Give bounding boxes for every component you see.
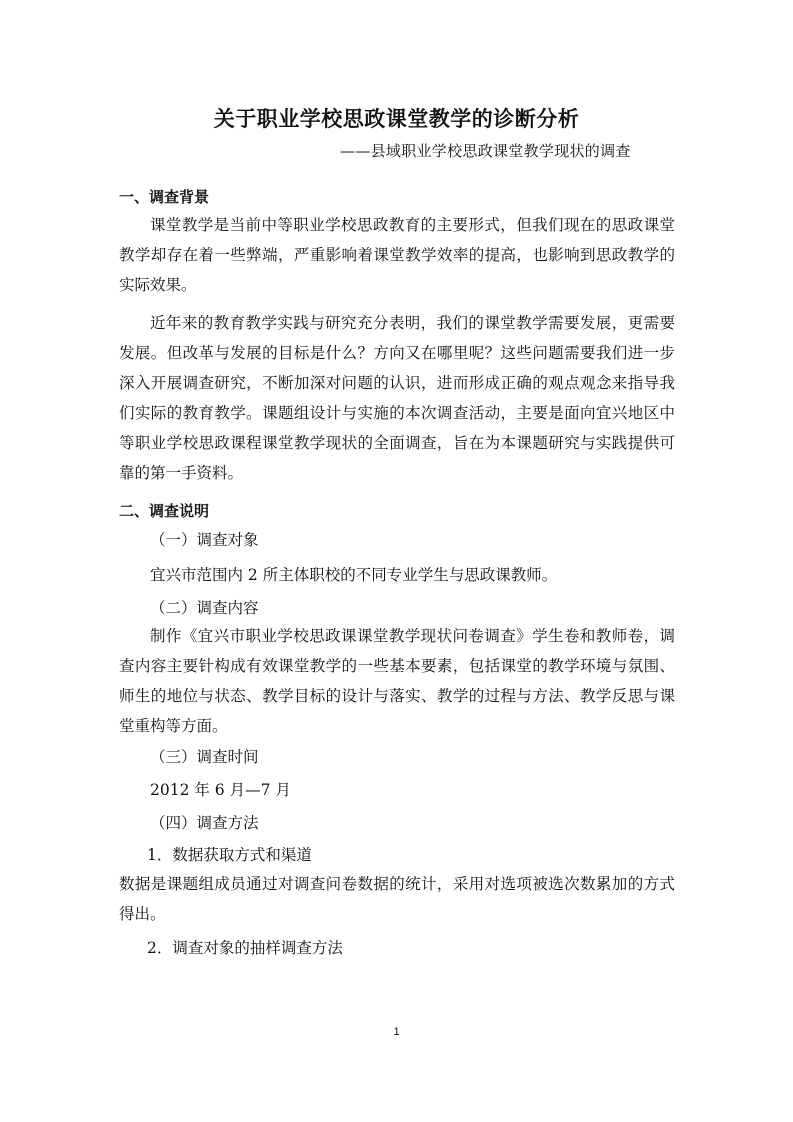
text-survey-subjects: 宜兴市范围内 2 所主体职校的不同专业学生与思政课教师。 <box>150 566 558 584</box>
subheading-survey-method: （四）调查方法 <box>150 814 259 832</box>
paragraph-background-1: 课堂教学是当前中等职业学校思政教育的主要形式，但我们现在的思政课堂教学却存在着一些弊端，严重影响着课堂教学效率的提高，也影响到思政教学的实际效果。 <box>119 216 675 294</box>
subheading-survey-subjects: （一）调查对象 <box>150 531 259 549</box>
paragraph-background-2: 近年来的教育教学实践与研究充分表明，我们的课堂教学需要发展，更需要发展。但改革与发展的目标是什么？方向又在哪里呢？这些问题需要我们进一步深入开展调查研究，不断加深对问题的认识，进而形成正确的观点观念来指导我们实际的教育教学。课题组设计与实施的本次调查活动，主要是面向宜兴地区中等职业学校思政课程课堂教学现状的全面调查，旨在为本课题研究与实践提供可靠的第一手资料。 <box>119 314 675 482</box>
subheading-survey-content: （二）调查内容 <box>150 599 259 617</box>
section-heading-background: 一、调查背景 <box>119 188 210 206</box>
page-number: 1 <box>393 1026 400 1038</box>
paragraph-data-acquisition: 数据是课题组成员通过对调查问卷数据的统计，采用对选项被选次数累加的方式得出。 <box>119 875 675 923</box>
subheading-survey-time: （三）调查时间 <box>150 748 259 766</box>
section-heading-description: 二、调查说明 <box>119 502 210 520</box>
document-subtitle: ——县域职业学校思政课堂教学现状的调查 <box>340 142 631 160</box>
document-title: 关于职业学校思政课堂教学的诊断分析 <box>213 107 580 131</box>
item-heading-data-acquisition: 1．数据获取方式和渠道 <box>147 846 312 864</box>
text-survey-time: 2012 年 6 月—7 月 <box>150 781 291 799</box>
paragraph-survey-content: 制作《宜兴市职业学校思政课课堂教学现状问卷调查》学生卷和教师卷，调查内容主要针构成有效课堂教学的一些基本要素，包括课堂的教学环境与氛围、师生的地位与状态、教学目标的设计与落实、教学的过程与方法、教学反思与课堂重构等方面。 <box>119 627 675 735</box>
item-heading-sampling-method: 2．调查对象的抽样调查方法 <box>147 939 343 957</box>
